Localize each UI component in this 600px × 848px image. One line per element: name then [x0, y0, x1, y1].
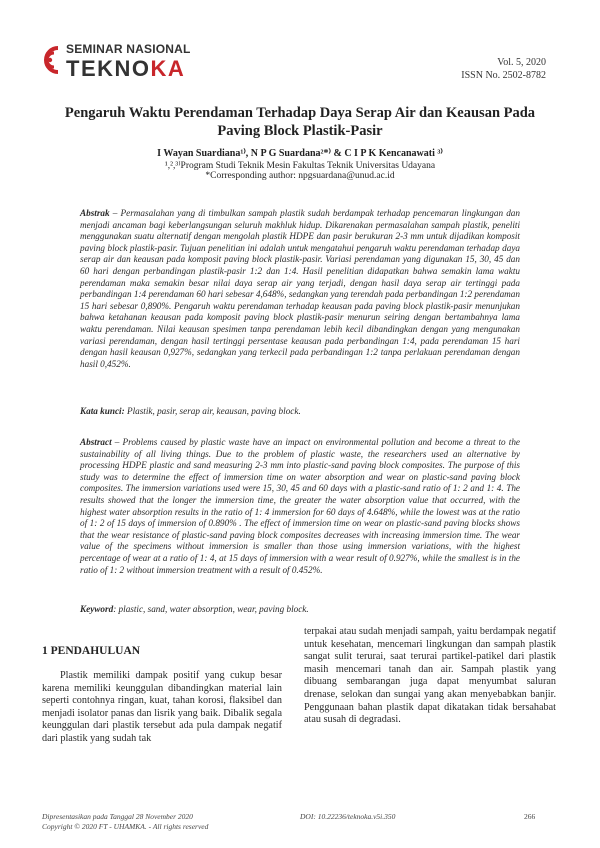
body-left-column: Plastik memiliki dampak positif yang cukup besar karena memiliki keunggulan dibandingkan material lain seperti contohnya ringan, kuat, tahan korosi, flaksibel dan menjadi isolator panas dan lisrik yang baik. Dibalik segala keunggulan dari plastik tersebut ada pula dampak negatif dari plastik yang sudah tak — [42, 670, 282, 744]
abstrak-label: Abstrak — [80, 208, 110, 218]
logo-top-text: SEMINAR NASIONAL — [66, 42, 191, 56]
keyword-block — [80, 604, 520, 616]
presented-date: Dipresentasikan pada Tanggal 28 November 2020 — [42, 812, 193, 821]
issn-text: ISSN No. 2502-8782 — [461, 70, 546, 81]
body-right-column: terpakai atau sudah menjadi sampah, yaitu berdampak negatif untuk kesehatan, mencemari lingkungan dan sampah plastik sangat sulit terurai, saat terurai partikel-patikel dari plastik masih mencemari tanah dan air. Sampah plastik yang dibuang sembarangan juga dapat menyumbat saluran drenase, selokan dan sungai yang akan menyebabkan banjir. Penggunaan bahan plastik dapat dikatakan tidak bersahabat atau susah di degradasi. — [304, 626, 556, 726]
seminar-logo-icon — [36, 42, 64, 78]
doi-text: DOI: 10.22236/teknoka.v5i.350 — [300, 812, 396, 821]
kata-kunci-label: Kata kunci: — [80, 406, 125, 416]
paper-authors: I Wayan Suardiana¹⁾, N P G Suardana²*⁾ & C I P K Kencanawati ³⁾ — [157, 148, 443, 159]
paper-affiliation: ¹,²,³⁾Program Studi Teknik Mesin Fakultas Teknik Universitas Udayana — [164, 161, 436, 171]
kata-kunci-text: Plastik, pasir, serap air, keausan, paving block. — [124, 406, 301, 416]
journal-logo — [36, 40, 226, 90]
abstrak-block — [80, 208, 520, 370]
volume-info — [461, 56, 546, 82]
volume-text: Vol. 5, 2020 — [497, 57, 546, 68]
footer-left — [42, 812, 208, 831]
page-number: 266 — [524, 812, 536, 821]
copyright-text: Copyright © 2020 FT - UHAMKA. - All rights reserved — [42, 821, 209, 831]
abstract-label: Abstract — [80, 437, 112, 447]
corresponding-author: *Corresponding author: npgsuardana@unud.ac.id — [205, 171, 395, 181]
keyword-text: : plastic, sand, water absorption, wear, paving block. — [113, 604, 309, 614]
abstrak-text: – Permasalahan yang di timbulkan sampah plastik sudah berdampak terhadap pencemaran lingkungan dan menjadi ancaman bagi keberlangsungan seluruh makhluk hidup. Dikarenakan permasalahan sampah plastik, peneliti menggunakan suatu alternatif dengan mengolah plastik HDPE dan pasir berukuran 2-3 mm untuk dijadikan komposit paving block plastik-pasir. Tujuan penelitian ini adalah untuk mengatahui pengaruh waktu perendaman terhadap daya serap air dan keausan pada komposit paving block plastik-pasir. Variasi perendaman yang digunakan 15, 30, 45 dan 60 hari dengan perbandingan plastik-pasir 1:2 dan 1:4. Hasil penelitian didapatkan bahwa semakin lama waktu perendaman maka semakin besar nilai daya serap air yang terjadi, dengan hasil daya serap air tertinggi pada perbandingan 1:4 perendaman 60 hari sebesar 4,648%, sedangkan yang terendah pada perbandingan 1:2 perendaman 15 hari sebesar 0,890%. Pengaruh waktu perendaman terhadap keausan pada paving block plastik-pasir menunjukan bahwa ketahanan keausan pada komposit paving block plastik-pasir menurun seiring dengan bertambahnya lama waktu perendaman. Nilai keausan spesimen tanpa perendaman lebih kecil dibandingkan dengan yang mengunakan variasi perendaman, dengan hasil tertinggi persentase keausan pada perbandingan 1:4, pada perendaman 15 hari dengan hasil keausan 0,927%, sedangkan yang terkecil pada perbandingan 1:2 tanpa perlakuan perendaman dengan hasil 0,452%. — [80, 208, 520, 369]
abstract-block — [80, 437, 520, 576]
abstract-text: – Problems caused by plastic waste have an impact on environmental pollution and become a threat to the sustainability of all living things. Due to the problem of plastic waste, the researchers used an alternative by processing HDPE plastic and sand measuring 2-3 mm into plastic-sand paving block composites. The purpose of this study was to determine the effect of immersion time on water absorption and wear on plastic-sand paving block composites. The immersion variations used were 15, 30, 45 and 60 days with a plastic-sand ratio of 1: 2 and 1: 4. The results showed that the longer the immersion time, the greater the water absorption value that occurred, with the highest water absorption results in the ratio of 1: 4 immersion for 60 days of 4.648%, while the lowest was at the ratio of 1: 2 of 15 days of immersion of 0.890% . The effect of immersion time on wear on plastic-sand paving blocks shows that the wear resistance of plastic-sand paving block composites decreases with increasing immersion time. The wear value of the specimens without immersion is smaller than those using immersion variations, with the highest percentage of wear at a ratio of 1: 4, at 15 days of immersion with a wear result of 0.927%, while the smallest is in the ratio of 1: 2 without immersion treatment with a result of 0.452%. — [80, 437, 520, 575]
keyword-label: Keyword — [80, 604, 114, 614]
section-heading: 1 PENDAHULUAN — [42, 645, 141, 657]
paper-title: Pengaruh Waktu Perendaman Terhadap Daya Serap Air dan Keausan Pada Paving Block Plastik-Pasir — [64, 105, 536, 139]
logo-bottom-text: TEKNOKA — [66, 56, 186, 81]
kata-kunci-block — [80, 406, 520, 418]
